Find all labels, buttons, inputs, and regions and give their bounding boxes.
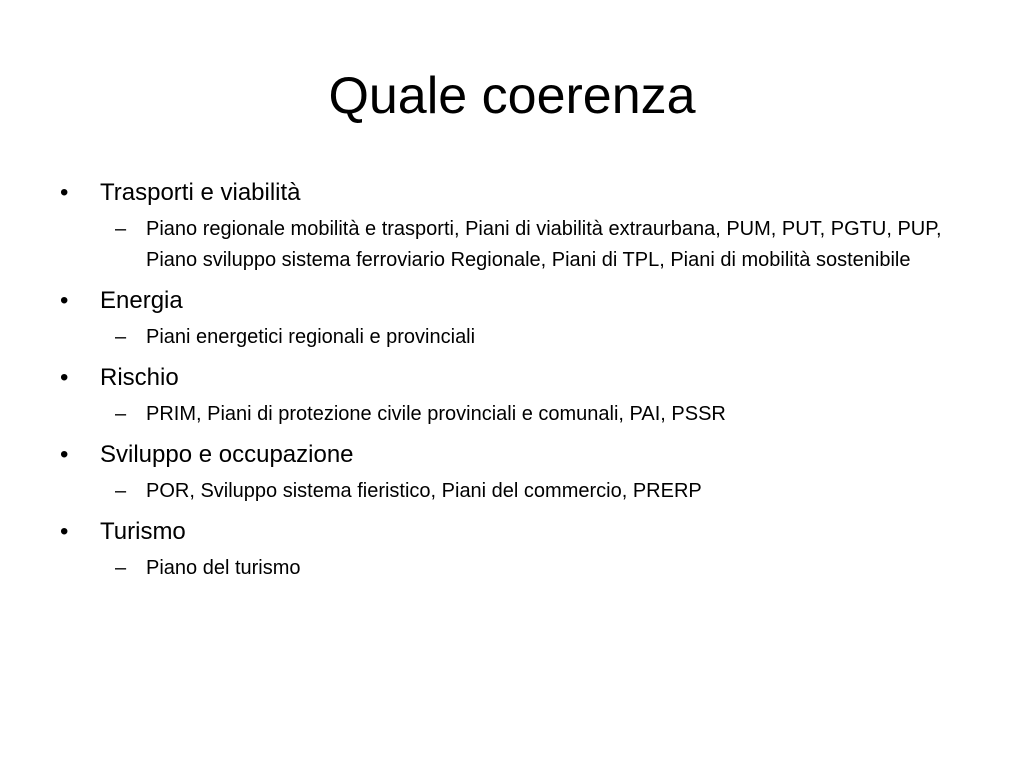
bullet-item-turismo [60, 515, 970, 584]
sub-item [115, 553, 970, 584]
bullet-marker: • [60, 364, 69, 391]
sub-list [60, 553, 970, 584]
slide-title: Quale coerenza [328, 67, 696, 125]
bullet-text: Turismo [100, 518, 186, 545]
bullet-text: Sviluppo e occupazione [100, 441, 354, 468]
sub-list [60, 322, 970, 353]
sub-item [115, 322, 970, 353]
bullet-marker: • [60, 287, 69, 314]
bullet-marker: • [60, 441, 69, 468]
sub-bullet-marker: – [115, 480, 127, 502]
sub-bullet-marker: – [115, 326, 127, 348]
sub-bullet-marker: – [115, 218, 127, 240]
sub-bullet-marker: – [115, 557, 127, 579]
bullet-text: Energia [100, 287, 183, 314]
bullet-item-sviluppo [60, 438, 970, 507]
sub-item [115, 399, 970, 430]
sub-bullet-marker: – [115, 403, 127, 425]
sub-item-text: Piani energetici regionali e provinciali [146, 326, 476, 348]
bullet-marker: • [60, 518, 69, 545]
sub-item-text: POR, Sviluppo sistema fieristico, Piani del commercio, PRERP [146, 480, 702, 502]
sub-list [60, 476, 970, 507]
sub-item-text: Piano regionale mobilità e trasporti, Piani di viabilità extraurbana, PUM, PUT, PGTU, PUP, Piano sviluppo sistema ferroviario Regionale, Piani di TPL, Piani di mobilità sostenibile [146, 218, 942, 271]
bullet-text: Rischio [100, 364, 179, 391]
bullet-item-energia [60, 284, 970, 353]
bullet-text: Trasporti e viabilità [100, 179, 301, 206]
bullet-item-rischio [60, 361, 970, 430]
sub-item [115, 214, 970, 276]
sub-item-text: PRIM, Piani di protezione civile provinciali e comunali, PAI, PSSR [146, 403, 726, 425]
sub-list [60, 399, 970, 430]
bullet-list [60, 176, 970, 592]
bullet-marker: • [60, 179, 69, 206]
bullet-item-trasporti [60, 176, 970, 276]
sub-list [60, 214, 970, 276]
sub-item [115, 476, 970, 507]
sub-item-text: Piano del turismo [146, 557, 301, 579]
